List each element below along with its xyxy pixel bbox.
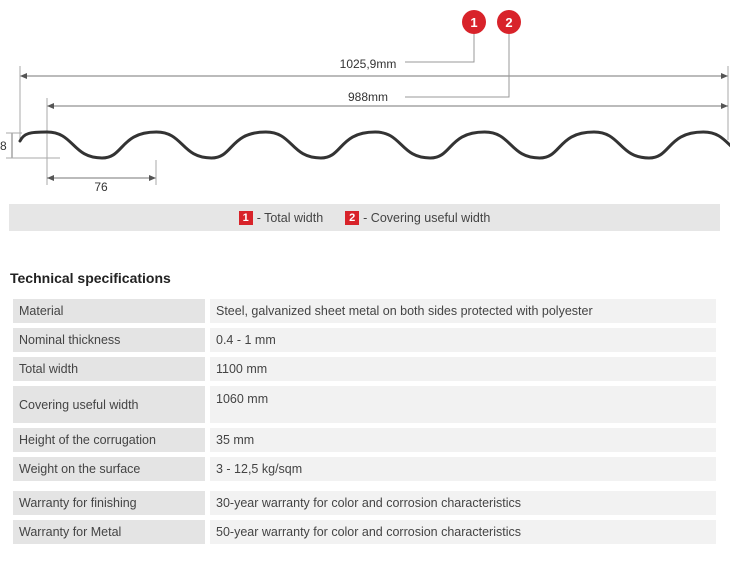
pitch-label: 76 [94,180,108,194]
badge-1 [462,10,486,34]
spec-row-warranty-finishing [13,491,716,515]
badge-1-leader [405,34,474,62]
spec-row-material [13,299,716,323]
badge-2-leader [405,34,509,97]
useful-width-dimension [47,90,728,185]
spec-name: Material [13,299,205,323]
spec-name: Nominal thickness [13,328,205,352]
spec-value: 1100 mm [210,357,716,381]
spec-name: Height of the corrugation [13,428,205,452]
svg-text:1: 1 [470,15,478,30]
height-label: 8 [0,139,7,153]
height-dimension [0,133,60,158]
legend-label-total-width: - Total width [256,210,324,225]
total-width-label: 1025,9mm [339,57,397,71]
legend-number-1: 1 [239,211,253,225]
spec-value: 0.4 - 1 mm [210,328,716,352]
useful-width-label: 988mm [347,90,389,104]
badge-2 [497,10,521,34]
legend-item-total-width [239,211,323,225]
spec-value: 3 - 12,5 kg/sqm [210,457,716,481]
legend-bar [9,204,720,231]
spec-row-warranty-metal [13,520,716,544]
spec-value: 35 mm [210,428,716,452]
spec-name: Warranty for Metal [13,520,205,544]
spec-row-height-of-corrugation [13,428,716,452]
spec-value: 30-year warranty for color and corrosion characteristics [210,491,716,515]
spec-row-weight-on-surface [13,457,716,481]
legend-item-useful-width [345,211,490,225]
pitch-dimension [47,160,156,194]
svg-text:2: 2 [505,15,513,30]
specs-heading: Technical specifications [10,270,171,286]
spec-name: Covering useful width [13,386,205,423]
spec-name: Total width [13,357,205,381]
spec-name: Weight on the surface [13,457,205,481]
legend-number-2: 2 [345,211,359,225]
profile-diagram [0,0,730,200]
spec-row-total-width [13,357,716,381]
spec-value: 50-year warranty for color and corrosion characteristics [210,520,716,544]
legend-label-useful-width: - Covering useful width [363,210,491,225]
spec-value: Steel, galvanized sheet metal on both sides protected with polyester [210,299,716,323]
spec-row-nominal-thickness [13,328,716,352]
spec-row-covering-useful-width [13,386,716,423]
spec-value: 1060 mm [210,386,716,423]
corrugated-profile [20,132,730,158]
spec-name: Warranty for finishing [13,491,205,515]
